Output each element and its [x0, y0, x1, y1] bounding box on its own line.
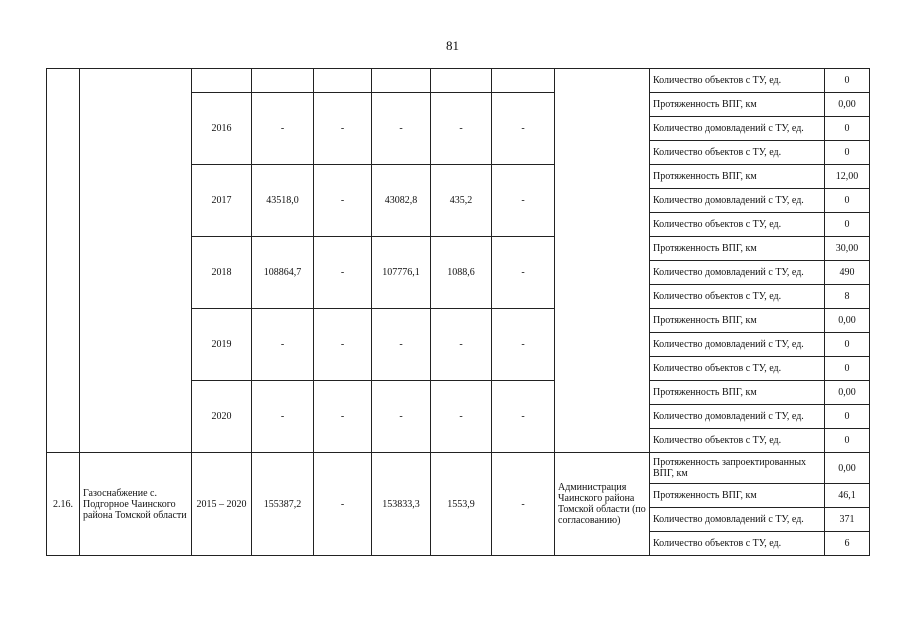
indicator-name: Количество объектов с ТУ, ед.: [650, 69, 825, 93]
regional-cell: -: [372, 93, 431, 165]
indicator-value: 371: [825, 508, 870, 532]
indicator-value: 0: [825, 357, 870, 381]
indicator-value: 8: [825, 285, 870, 309]
indicator-value: 0: [825, 405, 870, 429]
federal-cell: -: [314, 309, 372, 381]
indicator-value: 0: [825, 117, 870, 141]
federal-cell: -: [314, 237, 372, 309]
indicator-name: Количество объектов с ТУ, ед.: [650, 141, 825, 165]
regional-cell: [372, 69, 431, 93]
federal-cell: [314, 69, 372, 93]
indicator-value: 0: [825, 141, 870, 165]
year-cell: 2018: [192, 237, 252, 309]
indicator-name: Количество домовладений с ТУ, ед.: [650, 189, 825, 213]
indicator-value: 0: [825, 189, 870, 213]
indicator-value: 0: [825, 69, 870, 93]
indicator-value: 0,00: [825, 381, 870, 405]
executor-cell: Администрация Чаинского района Томской области (по согласованию): [555, 453, 650, 556]
year-cell: 2019: [192, 309, 252, 381]
local-cell: 1088,6: [431, 237, 492, 309]
regional-cell: -: [372, 309, 431, 381]
indicator-name: Количество объектов с ТУ, ед.: [650, 429, 825, 453]
regional-cell: -: [372, 381, 431, 453]
indicator-value: 0,00: [825, 309, 870, 333]
other-cell: [492, 69, 555, 93]
indicator-name: Протяженность ВПГ, км: [650, 381, 825, 405]
indicator-value: 0: [825, 213, 870, 237]
total-cell: 43518,0: [252, 165, 314, 237]
indicator-name: Количество объектов с ТУ, ед.: [650, 285, 825, 309]
indicator-value: 490: [825, 261, 870, 285]
item-number-cell: 2.16.: [47, 453, 80, 556]
indicator-name: Протяженность ВПГ, км: [650, 309, 825, 333]
regional-cell: 107776,1: [372, 237, 431, 309]
table-row: [47, 69, 870, 93]
indicator-name: Протяженность запроектированных ВПГ, км: [650, 453, 825, 484]
item-number-cell: [47, 69, 80, 453]
indicator-value: 12,00: [825, 165, 870, 189]
budget-table: [46, 68, 870, 556]
local-cell: [431, 69, 492, 93]
table-row: [47, 453, 870, 484]
federal-cell: -: [314, 453, 372, 556]
total-cell: -: [252, 381, 314, 453]
other-cell: -: [492, 237, 555, 309]
local-cell: -: [431, 309, 492, 381]
indicator-value: 46,1: [825, 484, 870, 508]
indicator-name: Протяженность ВПГ, км: [650, 93, 825, 117]
total-cell: -: [252, 93, 314, 165]
federal-cell: -: [314, 93, 372, 165]
local-cell: -: [431, 381, 492, 453]
indicator-name: Количество домовладений с ТУ, ед.: [650, 508, 825, 532]
local-cell: 1553,9: [431, 453, 492, 556]
regional-cell: 153833,3: [372, 453, 431, 556]
federal-cell: -: [314, 165, 372, 237]
other-cell: -: [492, 309, 555, 381]
indicator-name: Количество объектов с ТУ, ед.: [650, 357, 825, 381]
year-cell: [192, 69, 252, 93]
year-cell: 2016: [192, 93, 252, 165]
indicator-name: Количество домовладений с ТУ, ед.: [650, 405, 825, 429]
local-cell: -: [431, 93, 492, 165]
local-cell: 435,2: [431, 165, 492, 237]
indicator-value: 30,00: [825, 237, 870, 261]
indicator-value: 0: [825, 333, 870, 357]
indicator-value: 0,00: [825, 93, 870, 117]
other-cell: -: [492, 453, 555, 556]
total-cell: -: [252, 309, 314, 381]
executor-cell: [555, 69, 650, 453]
total-cell: 155387,2: [252, 453, 314, 556]
year-cell: 2017: [192, 165, 252, 237]
page-number: 81: [446, 38, 459, 53]
item-name-cell: Газоснабжение с. Подгорное Чаинского района Томской области: [80, 453, 192, 556]
indicator-name: Количество объектов с ТУ, ед.: [650, 213, 825, 237]
indicator-name: Количество объектов с ТУ, ед.: [650, 532, 825, 556]
indicator-value: 0,00: [825, 453, 870, 484]
indicator-value: 0: [825, 429, 870, 453]
other-cell: -: [492, 165, 555, 237]
indicator-value: 6: [825, 532, 870, 556]
indicator-name: Протяженность ВПГ, км: [650, 484, 825, 508]
period-cell: 2015 – 2020: [192, 453, 252, 556]
indicator-name: Протяженность ВПГ, км: [650, 165, 825, 189]
other-cell: -: [492, 381, 555, 453]
indicator-name: Протяженность ВПГ, км: [650, 237, 825, 261]
item-name-cell: [80, 69, 192, 453]
indicator-name: Количество домовладений с ТУ, ед.: [650, 333, 825, 357]
total-cell: 108864,7: [252, 237, 314, 309]
federal-cell: -: [314, 381, 372, 453]
total-cell: [252, 69, 314, 93]
year-cell: 2020: [192, 381, 252, 453]
regional-cell: 43082,8: [372, 165, 431, 237]
indicator-name: Количество домовладений с ТУ, ед.: [650, 117, 825, 141]
indicator-name: Количество домовладений с ТУ, ед.: [650, 261, 825, 285]
other-cell: -: [492, 93, 555, 165]
